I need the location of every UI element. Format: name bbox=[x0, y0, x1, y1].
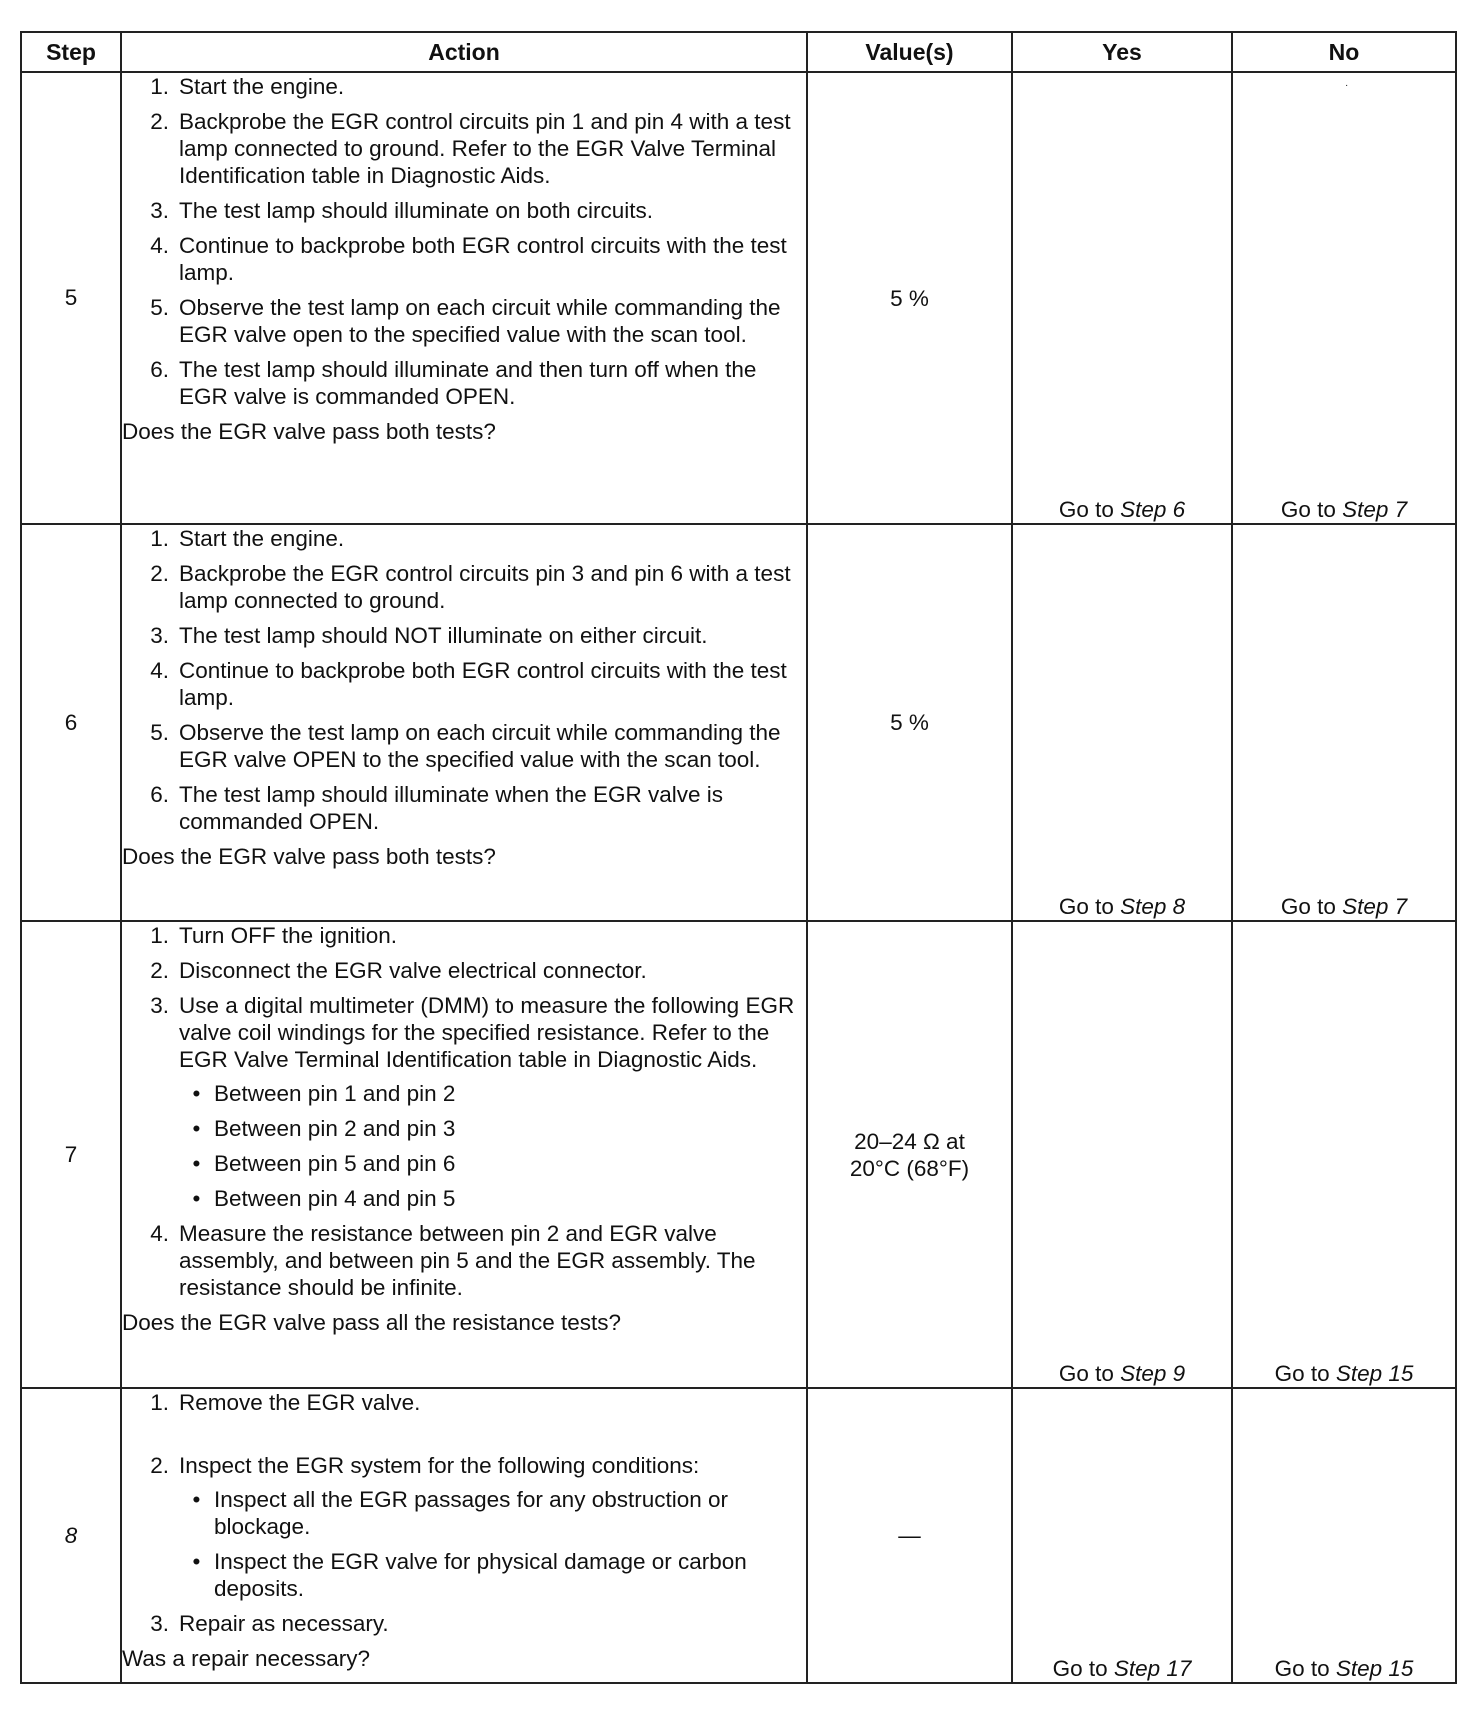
table-header-row bbox=[21, 32, 1456, 72]
value-cell: 5 % bbox=[807, 72, 1012, 524]
list-item bbox=[122, 525, 806, 552]
action-cell bbox=[121, 1388, 807, 1683]
header-step: Step bbox=[21, 32, 121, 72]
bullet-text: Inspect the EGR valve for physical damage or carbon deposits. bbox=[214, 1549, 747, 1601]
table-row-step-6 bbox=[21, 524, 1456, 921]
table-row-step-5 bbox=[21, 72, 1456, 524]
bullet-mark: • bbox=[192, 1487, 201, 1512]
header-no: No bbox=[1232, 32, 1456, 72]
question-text: Does the EGR valve pass both tests? bbox=[122, 844, 496, 869]
list-item bbox=[122, 781, 806, 835]
diagnostic-table bbox=[20, 31, 1457, 1684]
yes-cell bbox=[1012, 1388, 1232, 1683]
header-yes: Yes bbox=[1012, 32, 1232, 72]
bullet-text: Between pin 1 and pin 2 bbox=[214, 1081, 456, 1106]
item-text: Backprobe the EGR control circuits pin 1 and pin 4 with a test lamp connected to ground. Refer to the EGR Valve Terminal Identification table in Diagnostic Aids. bbox=[179, 109, 791, 188]
value-cell bbox=[807, 921, 1012, 1388]
item-number: 2. bbox=[150, 109, 169, 134]
list-item bbox=[122, 1610, 806, 1637]
table-row-step-7 bbox=[21, 921, 1456, 1388]
item-text: Use a digital multimeter (DMM) to measure the following EGR valve coil windings for the specified resistance. Refer to the EGR Valve Terminal Identification table in Diagnostic Aids. bbox=[179, 993, 795, 1072]
bullet-mark: • bbox=[192, 1081, 201, 1106]
yes-step-link: Step 17 bbox=[1113, 1656, 1192, 1681]
list-item bbox=[122, 1389, 806, 1416]
question-text: Was a repair necessary? bbox=[122, 1646, 371, 1671]
no-step-link: Step 7 bbox=[1342, 894, 1408, 919]
list-item bbox=[122, 197, 806, 224]
go-to-label: Go to bbox=[1052, 1656, 1114, 1681]
action-list bbox=[122, 922, 806, 1301]
item-number: 6. bbox=[150, 357, 169, 382]
bullet-item bbox=[179, 1548, 806, 1602]
list-item bbox=[122, 356, 806, 410]
list-item bbox=[122, 294, 806, 348]
table-row-step-8 bbox=[21, 1388, 1456, 1683]
item-number: 3. bbox=[150, 623, 169, 648]
no-cell bbox=[1232, 921, 1456, 1388]
yes-cell bbox=[1012, 921, 1232, 1388]
no-step-link: Step 15 bbox=[1335, 1656, 1414, 1681]
item-number: 5. bbox=[150, 720, 169, 745]
action-list bbox=[122, 525, 806, 835]
item-number: 4. bbox=[150, 658, 169, 683]
item-number: 5. bbox=[150, 295, 169, 320]
go-to-label: Go to bbox=[1058, 1361, 1121, 1386]
item-number: 4. bbox=[150, 1221, 169, 1246]
step-number: 8 bbox=[21, 1388, 121, 1683]
no-cell bbox=[1232, 524, 1456, 921]
item-number: 4. bbox=[150, 233, 169, 258]
list-item bbox=[122, 108, 806, 189]
bullet-mark: • bbox=[192, 1186, 201, 1211]
item-text: Measure the resistance between pin 2 and EGR valve assembly, and between pin 5 and the EGR assembly. The resistance should be infinite. bbox=[179, 1221, 756, 1300]
list-item bbox=[122, 957, 806, 984]
bullet-mark: • bbox=[192, 1151, 201, 1176]
no-step-link: Step 7 bbox=[1342, 497, 1408, 522]
item-number: 2. bbox=[150, 1453, 169, 1478]
bullet-text: Between pin 5 and pin 6 bbox=[214, 1151, 456, 1176]
item-number: 1. bbox=[150, 1390, 169, 1415]
bullet-text: Between pin 2 and pin 3 bbox=[214, 1116, 456, 1141]
item-number: 3. bbox=[150, 993, 169, 1018]
list-item bbox=[122, 1220, 806, 1301]
step-number: 6 bbox=[21, 524, 121, 921]
item-number: 1. bbox=[150, 923, 169, 948]
item-text: The test lamp should illuminate on both circuits. bbox=[179, 198, 653, 223]
action-cell bbox=[121, 72, 807, 524]
item-number: 2. bbox=[150, 561, 169, 586]
value-cell: — bbox=[807, 1388, 1012, 1683]
step-number: 7 bbox=[21, 921, 121, 1388]
list-item bbox=[122, 232, 806, 286]
stray-mark: · bbox=[1345, 80, 1349, 91]
item-number: 3. bbox=[150, 1611, 169, 1636]
list-item bbox=[122, 1452, 806, 1602]
list-item bbox=[122, 922, 806, 949]
go-to-label: Go to bbox=[1274, 1656, 1336, 1681]
header-values: Value(s) bbox=[807, 32, 1012, 72]
item-number: 3. bbox=[150, 198, 169, 223]
go-to-label: Go to bbox=[1280, 497, 1343, 522]
item-number: 2. bbox=[150, 958, 169, 983]
value-line: 20°C (68°F) bbox=[849, 1155, 970, 1181]
list-item bbox=[122, 622, 806, 649]
action-list bbox=[122, 73, 806, 410]
action-list bbox=[122, 1389, 806, 1637]
list-item bbox=[122, 992, 806, 1212]
yes-step-link: Step 8 bbox=[1120, 894, 1186, 919]
item-text: Backprobe the EGR control circuits pin 3 and pin 6 with a test lamp connected to ground. bbox=[179, 561, 791, 613]
yes-cell bbox=[1012, 524, 1232, 921]
bullet-item bbox=[179, 1115, 806, 1142]
yes-step-link: Step 6 bbox=[1120, 497, 1186, 522]
no-step-link: Step 15 bbox=[1335, 1361, 1414, 1386]
value-line: 20–24 Ω at bbox=[854, 1128, 965, 1154]
yes-step-link: Step 9 bbox=[1120, 1361, 1186, 1386]
item-text: Start the engine. bbox=[179, 526, 345, 551]
item-text: Observe the test lamp on each circuit while commanding the EGR valve open to the specified value with the scan tool. bbox=[179, 295, 781, 347]
go-to-label: Go to bbox=[1058, 894, 1121, 919]
item-number: 1. bbox=[150, 526, 169, 551]
step-number: 5 bbox=[21, 72, 121, 524]
value-cell: 5 % bbox=[807, 524, 1012, 921]
list-item bbox=[122, 719, 806, 773]
list-item bbox=[122, 73, 806, 100]
yes-cell bbox=[1012, 72, 1232, 524]
header-action: Action bbox=[121, 32, 807, 72]
bullet-list bbox=[179, 1486, 806, 1602]
go-to-label: Go to bbox=[1058, 497, 1121, 522]
bullet-text: Inspect all the EGR passages for any obstruction or blockage. bbox=[214, 1487, 729, 1539]
action-cell bbox=[121, 921, 807, 1388]
bullet-mark: • bbox=[192, 1116, 201, 1141]
bullet-item bbox=[179, 1150, 806, 1177]
go-to-label: Go to bbox=[1280, 894, 1343, 919]
bullet-item bbox=[179, 1185, 806, 1212]
list-item bbox=[122, 560, 806, 614]
item-text: Remove the EGR valve. bbox=[179, 1390, 421, 1415]
no-cell bbox=[1232, 1388, 1456, 1683]
question-text: Does the EGR valve pass all the resistance tests? bbox=[122, 1310, 621, 1335]
item-text: The test lamp should illuminate and then turn off when the EGR valve is commanded OPEN. bbox=[179, 357, 757, 409]
item-text: Repair as necessary. bbox=[179, 1611, 389, 1636]
item-text: Continue to backprobe both EGR control circuits with the test lamp. bbox=[179, 233, 787, 285]
bullet-list bbox=[179, 1080, 806, 1212]
item-text-with-bullets bbox=[179, 992, 806, 1212]
item-text: Turn OFF the ignition. bbox=[179, 923, 398, 948]
item-text: Continue to backprobe both EGR control circuits with the test lamp. bbox=[179, 658, 787, 710]
list-item bbox=[122, 657, 806, 711]
item-text: Observe the test lamp on each circuit while commanding the EGR valve OPEN to the specified value with the scan tool. bbox=[179, 720, 781, 772]
item-number: 1. bbox=[150, 74, 169, 99]
bullet-item bbox=[179, 1080, 806, 1107]
item-text: Disconnect the EGR valve electrical connector. bbox=[179, 958, 647, 983]
bullet-mark: • bbox=[192, 1549, 201, 1574]
no-cell bbox=[1232, 72, 1456, 524]
go-to-label: Go to bbox=[1274, 1361, 1336, 1386]
bullet-item bbox=[179, 1486, 806, 1540]
item-text: Inspect the EGR system for the following conditions: bbox=[179, 1453, 700, 1478]
question-text: Does the EGR valve pass both tests? bbox=[122, 419, 496, 444]
item-number: 6. bbox=[150, 782, 169, 807]
action-cell bbox=[121, 524, 807, 921]
bullet-text: Between pin 4 and pin 5 bbox=[214, 1186, 456, 1211]
item-text-with-bullets bbox=[179, 1452, 806, 1602]
item-text: The test lamp should NOT illuminate on either circuit. bbox=[179, 623, 708, 648]
item-text: The test lamp should illuminate when the EGR valve is commanded OPEN. bbox=[179, 782, 724, 834]
item-text: Start the engine. bbox=[179, 74, 345, 99]
